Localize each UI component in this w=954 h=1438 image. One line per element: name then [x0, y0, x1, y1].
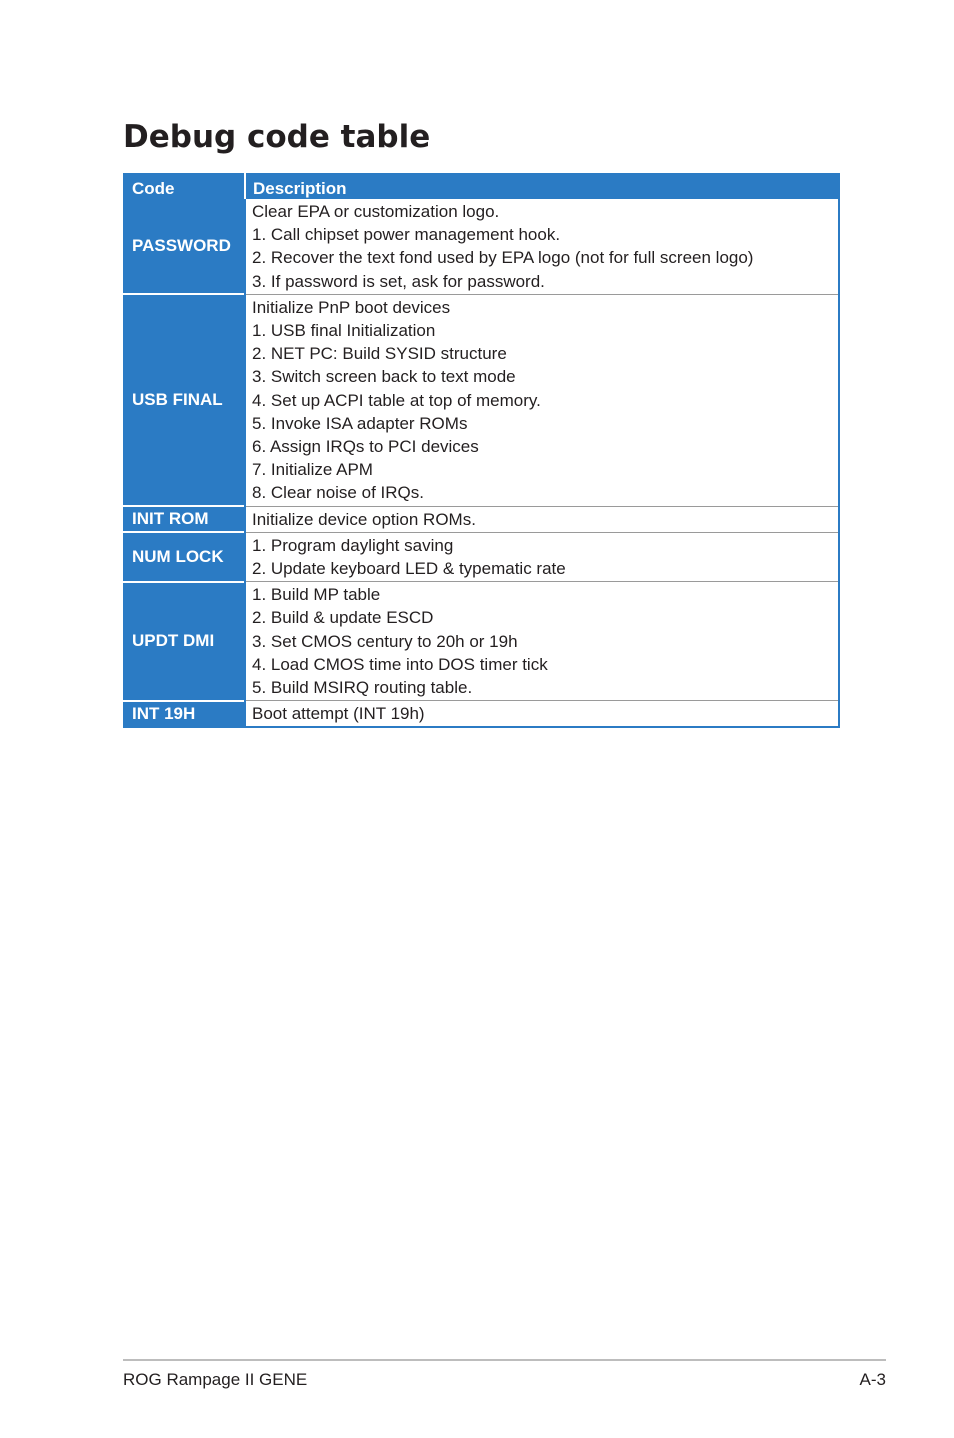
description-cell — [245, 582, 839, 701]
description-line: Initialize device option ROMs. — [252, 509, 476, 529]
table-row — [124, 199, 839, 294]
debug-code-table — [123, 173, 840, 728]
description-line: 3. Set CMOS century to 20h or 19h — [252, 631, 518, 651]
description-line: 7. Initialize APM — [252, 460, 373, 480]
code-cell: PASSWORD — [124, 199, 245, 294]
code-cell: USB FINAL — [124, 294, 245, 506]
table-row — [124, 532, 839, 581]
description-line: 3. If password is set, ask for password. — [252, 271, 545, 291]
description-line: 2. Update keyboard LED & typematic rate — [252, 559, 566, 579]
description-line: 2. Recover the text fond used by EPA logo (not for full screen logo) — [252, 248, 754, 268]
code-cell: INIT ROM — [124, 506, 245, 532]
table-row — [124, 701, 839, 728]
description-line: 1. Program daylight saving — [252, 535, 454, 555]
description-line: 3. Switch screen back to text mode — [252, 367, 516, 387]
footer-divider — [123, 1359, 886, 1361]
description-cell — [245, 701, 839, 728]
description-cell — [245, 532, 839, 581]
description-line: Clear EPA or customization logo. — [252, 202, 500, 221]
code-cell: INT 19H — [124, 701, 245, 728]
column-header-description: Description — [245, 174, 839, 199]
description-line: Boot attempt (INT 19h) — [252, 704, 425, 724]
description-line: 5. Invoke ISA adapter ROMs — [252, 413, 468, 433]
description-line: 8. Clear noise of IRQs. — [252, 483, 424, 503]
column-header-code: Code — [124, 174, 245, 199]
description-line: 1. Call chipset power management hook. — [252, 225, 561, 245]
table-row — [124, 294, 839, 506]
description-line: 4. Set up ACPI table at top of memory. — [252, 390, 541, 410]
description-line: 2. Build & update ESCD — [252, 608, 434, 628]
description-cell — [245, 294, 839, 506]
description-cell — [245, 506, 839, 532]
description-line: 4. Load CMOS time into DOS timer tick — [252, 654, 548, 674]
description-line: 5. Build MSIRQ routing table. — [252, 678, 473, 698]
table-body — [124, 199, 839, 727]
page-title: Debug code table — [123, 119, 431, 155]
table-row — [124, 506, 839, 532]
table-header-row — [124, 174, 839, 199]
description-cell — [245, 199, 839, 294]
code-cell: UPDT DMI — [124, 582, 245, 701]
table-row — [124, 582, 839, 701]
footer-product-name: ROG Rampage II GENE — [123, 1370, 308, 1389]
footer-page-number: A-3 — [859, 1370, 886, 1389]
debug-code-table-container — [123, 173, 838, 728]
description-line: 1. Build MP table — [252, 585, 381, 605]
code-cell: NUM LOCK — [124, 532, 245, 581]
description-line: Initialize PnP boot devices — [252, 297, 451, 317]
description-line: 2. NET PC: Build SYSID structure — [252, 344, 507, 364]
description-line: 6. Assign IRQs to PCI devices — [252, 437, 479, 457]
description-line: 1. USB final Initialization — [252, 321, 436, 341]
